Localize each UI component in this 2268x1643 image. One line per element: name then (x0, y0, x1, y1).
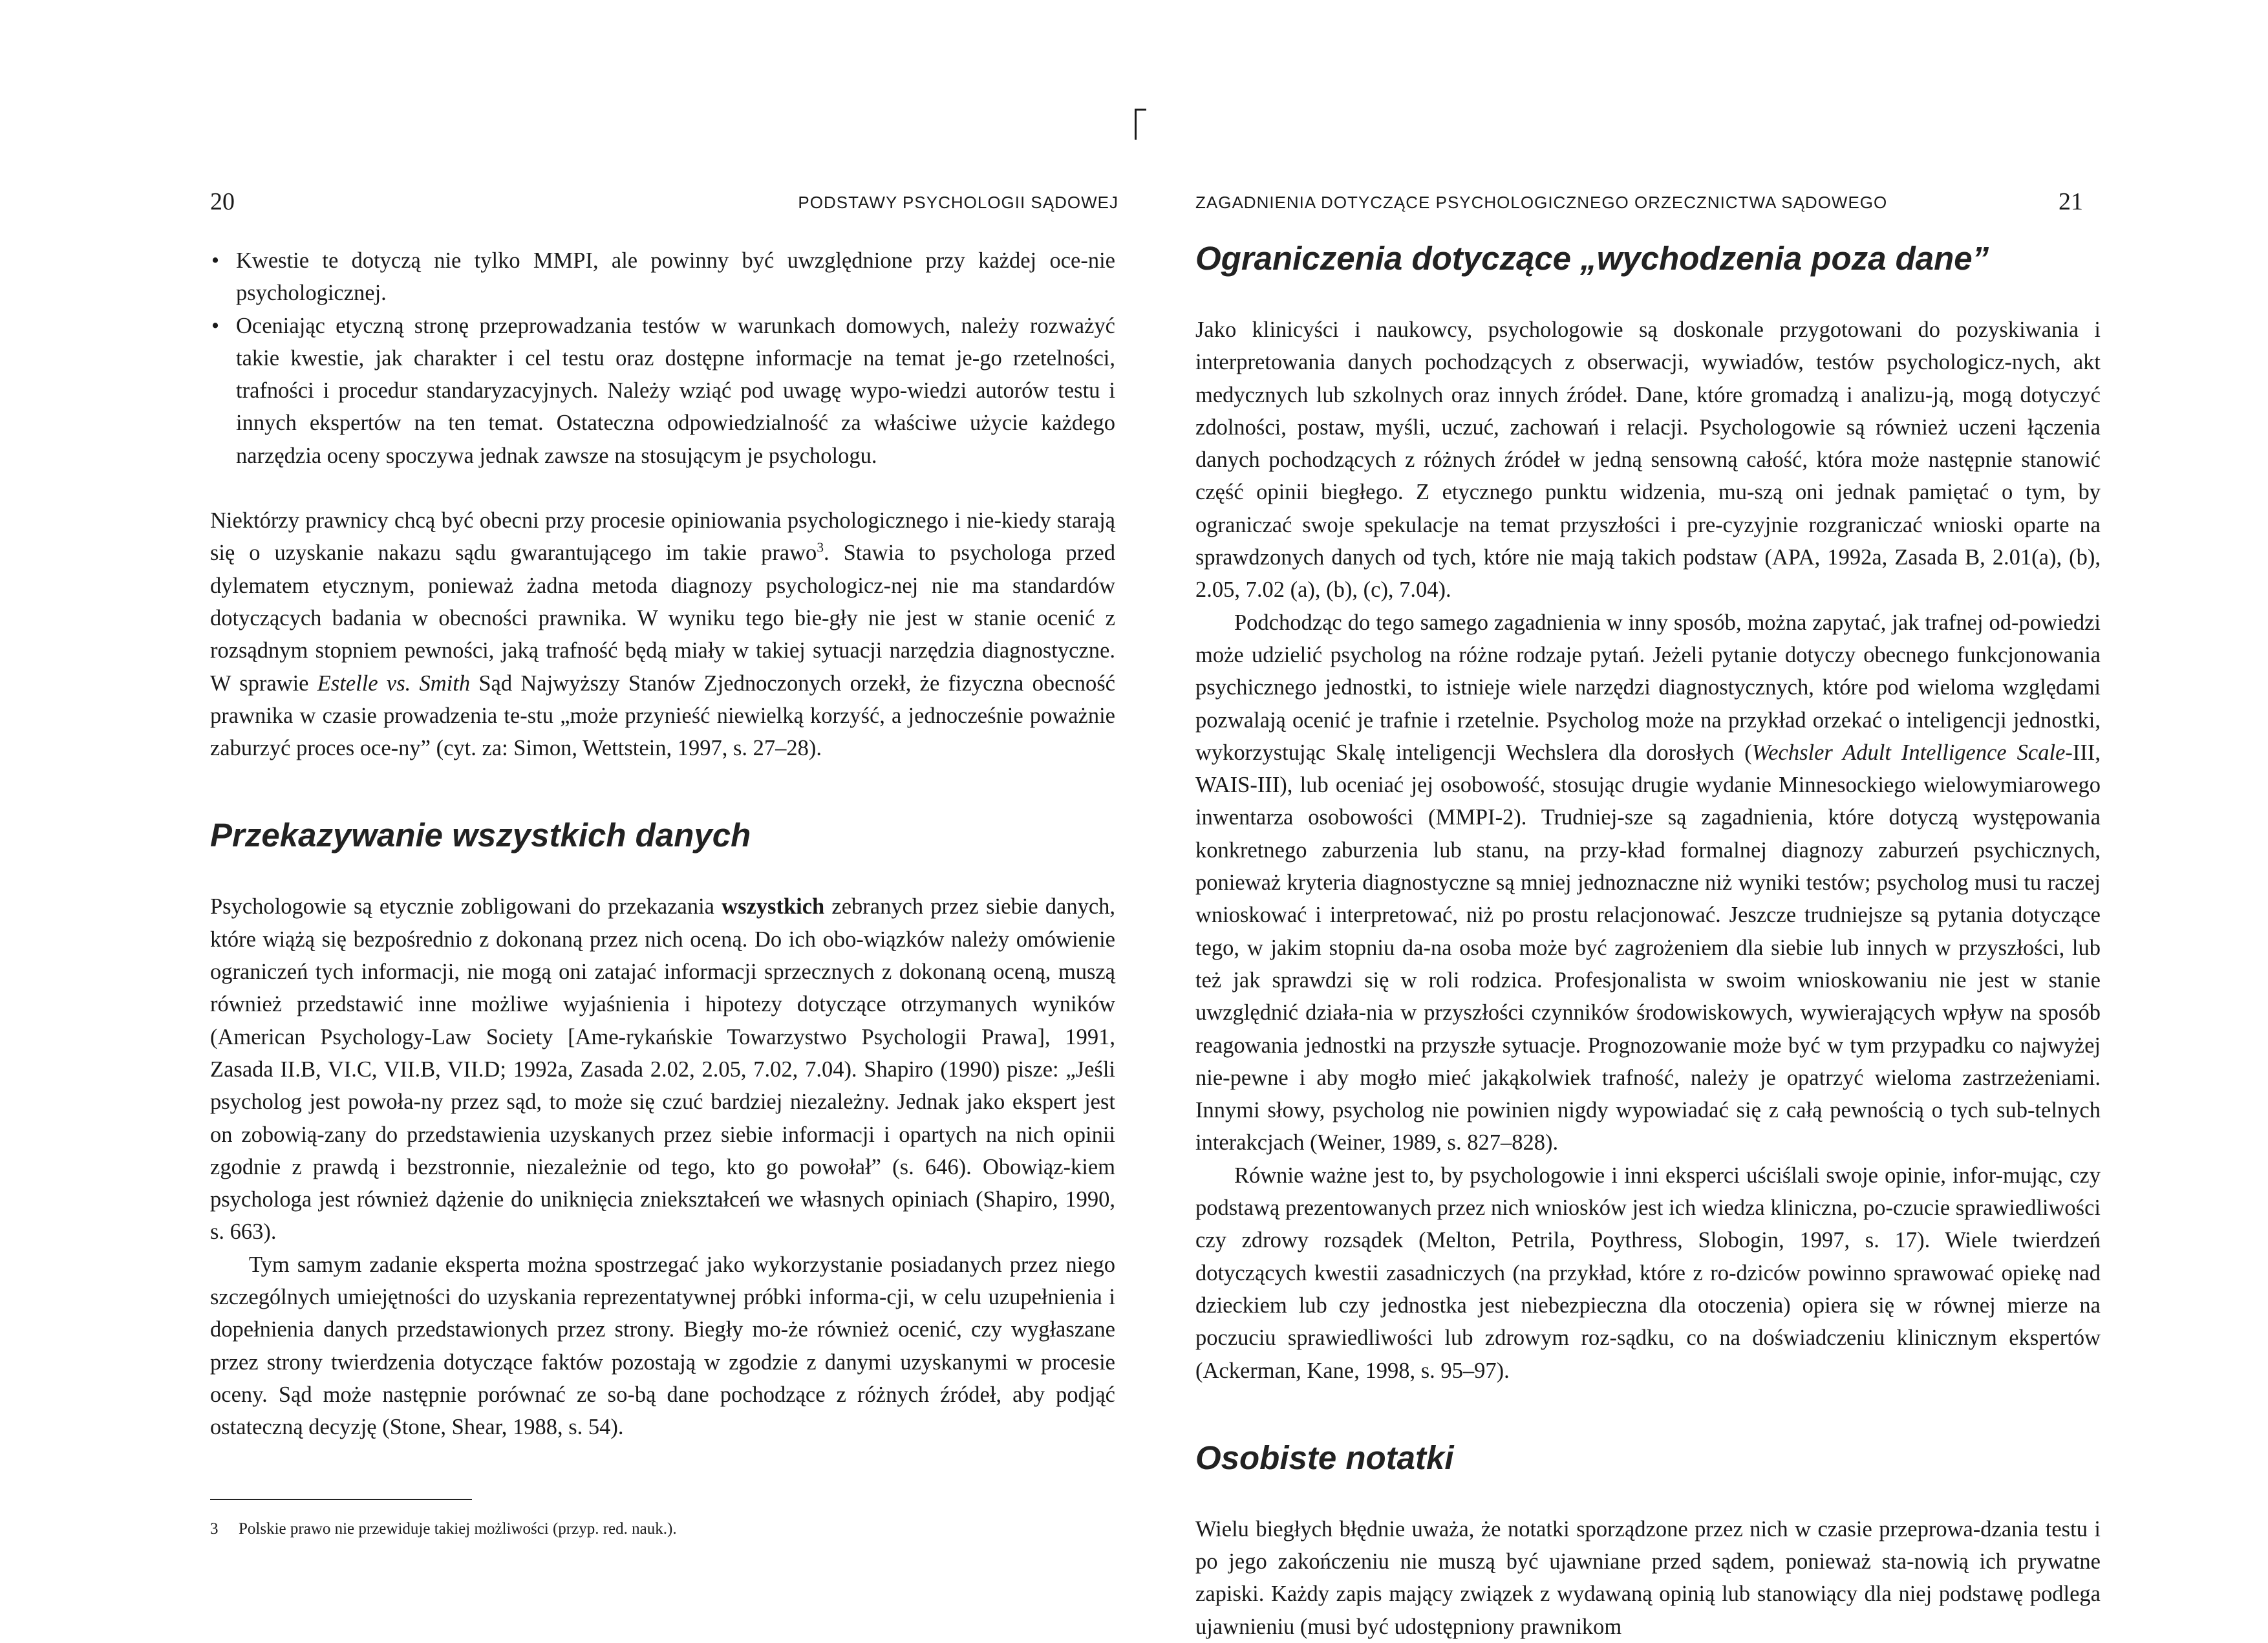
bullet-list (210, 244, 1115, 472)
running-head-right: ZAGADNIENIA DOTYCZĄCE PSYCHOLOGICZNEGO ORZECZNICTWA SĄDOWEGO (1195, 193, 1888, 212)
paragraph-notes: Wielu biegłych błędnie uważa, że notatki sporządzone przez nich w czasie przeprowa-dzania testu i po jego zakończeniu nie muszą być ujawniane przed sądem, ponieważ sta-nowią ich prywatne zapiski. Każdy zapis mający związek z wydawaną opinią lub stanowiący dla niej podstawę podlega ujawnieniu (musi być udostępniony prawnikom (1195, 1516, 2101, 1639)
case-name: Estelle vs. Smith (317, 671, 471, 696)
section-heading-data-transfer: Przekazywanie wszystkich danych (210, 817, 751, 854)
footnote-text: Polskie prawo nie przewiduje takiej możliwości (przyp. red. nauk.). (239, 1520, 677, 1538)
right-text-column (1195, 236, 2101, 1643)
footnote (210, 1518, 1115, 1540)
left-page (0, 0, 1134, 1603)
section-heading-beyond-data: Ograniczenia dotyczące „wychodzenia poza dane” (1195, 240, 1989, 277)
page-number-left: 20 (210, 188, 235, 215)
bullet-item: • Kwestie te dotyczą nie tylko MMPI, ale powinny być uwzględnione przy każdej oce-nie psychologicznej. (236, 244, 1115, 310)
paragraph-question-types: Podchodząc do tego samego zagadnienia w inny sposób, można zapytać, jak trafnej od-powiedzi może udzielić psycholog na różne rodzaje pytań. Jeżeli pytanie dotyczy obecnego funkcjonowania psychicznego jednostki, to istnieje wiele narzędzi diagnostycznych, które pod wieloma względami pozwalają ocenić je trafnie i rzetelnie. Psycholog może na przykład orzekać o inteligencji jednostki, wykorzystując Skalę inteligencji Wechslera dla dorosłych (Wechsler Adult Intelligence Scale-III, WAIS-III), lub oceniać jej osobowość, stosując drugie wydanie Minnesockiego wielowymiarowego inwentarza osobowości (MMPI-2). Trudniej-sze są zagadnienia, które dotyczą występowania konkretnego zaburzenia lub stanu, na przy-kład formalnej diagnozy zaburzeń psychicznych, ponieważ kryteria diagnostyczne są mniej jednoznaczne niż wyniki testów; psycholog musi tu raczej wnioskować i interpretować, niż po prostu relacjonować. Jeszcze trudniejsze są pytania dotyczące tego, w jakim stopniu da-na osoba może być zagrożeniem dla siebie lub innych w przyszłości, lub też jak sprawdzi się w roli rodzica. Profesjonalista w swoim wnioskowaniu nie jest w stanie uwzględnić działa-nia w przyszłości czynników środowiskowych, wywierających wpływ na sposób reagowania jednostki na przyszłe sytuacje. Prognozowanie może być w tym przypadku co najwyżej nie-pewne i aby mogło mieć jakąkolwiek trafność, należy je opatrzyć wieloma zastrzeżeniami. Innymi słowy, psycholog nie powinien nigdy wypowiadać się z całą pewnością o tych sub-telnych interakcjach (Weiner, 1989, s. 827–828). (1195, 610, 2101, 1155)
page-number-right: 21 (2059, 188, 2083, 215)
right-page (1134, 0, 2268, 1639)
paragraph-opinion-basis: Równie ważne jest to, by psychologowie i inni eksperci uściślali swoje opinie, infor-mując, czy podstawą prezentowanych przez nich wniosków jest ich wiedza kliniczna, po-czucie sprawiedliwości czy zdrowy rozsądek (Melton, Petrila, Poythress, Slobogin, 1997, s. 17). Wiele twierdzeń dotyczących kwestii zasadniczych (na przykład, które z ro-dziców powinno sprawować opiekę nad dzieckiem lub czy jednostka jest niebezpieczna dla otoczenia) opiera się w równej mierze na poczuciu sprawiedliwości lub zdrowym roz-sądku, co na doświadczeniu klinicznym ekspertów (Ackerman, Kane, 1998, s. 95–97). (1195, 1163, 2101, 1383)
paragraph-data-obligation: Psychologowie są etycznie zobligowani do przekazania wszystkich zebranych przez siebie danych, które wiążą się bezpośrednio z dokonaną przez nich oceną. Do ich obo-wiązków należy omówienie ograniczeń tych informacji, nie mogą oni zatajać informacji sprzecznych z dokonaną oceną, muszą również przedstawić inne możliwe wyjaśnienia i hipotezy dotyczące otrzymanych wyników (American Psychology-Law Society [Ame-rykańskie Towarzystwo Psychologii Prawa], 1991, Zasada II.B, VI.C, VII.B, VII.D; 1992a, Zasada 2.02, 2.05, 7.02, 7.04). Shapiro (1990) pisze: „Jeśli psycholog jest powoła-ny przez sąd, to może się czuć bardziej niezależny. Jednak jako ekspert jest on zobowią-zany do przedstawienia uzyskanych przez siebie informacji i opartych na nich opinii zgodnie z prawdą i bezstronnie, niezależnie od tego, kto go powołał” (s. 646). Obowiąz-kiem psychologa jest również dążenie do uniknięcia zniekształceń we własnych opiniach (Shapiro, 1990, s. 663). (210, 894, 1116, 1245)
bullet-item: • Oceniając etyczną stronę przeprowadzania testów w warunkach domowych, należy rozważyć takie kwestie, jak charakter i cel testu oraz dostępne informacje na temat je-go rzetelności, trafności i procedur standaryzacyjnych. Należy wziąć pod uwagę wypo-wiedzi autorów testu i innych ekspertów na ten temat. Ostateczna odpowiedzialność za właściwe użycie każdego narzędzia oceny spoczywa jednak zawsze na stosującym je psychologu. (236, 310, 1115, 472)
test-name: Wechsler Adult Intelligence Scale (1751, 740, 2066, 765)
paragraph-expert-task: Tym samym zadanie eksperta można spostrzegać jako wykorzystanie posiadanych przez niego szczególnych umiejętności do uzyskania reprezentatywnej próbki informa-cji, w celu uzupełnienia i dopełnienia danych przedstawionych przez strony. Biegły mo-że również ocenić, czy wygłaszane przez strony twierdzenia dotyczące faktów pozostają w zgodzie z danymi uzyskanymi w procesie oceny. Sąd może następnie porównać ze so-bą dane pochodzące z różnych źródeł, aby podjąć ostateczną decyzję (Stone, Shear, 1988, s. 54). (210, 1252, 1115, 1440)
running-head-left: PODSTAWY PSYCHOLOGII SĄDOWEJ (798, 193, 1118, 212)
paragraph-clinicians: Jako klinicyści i naukowcy, psychologowie są doskonale przygotowani do pozyskiwania i interpretowania danych pochodzących z obserwacji, wywiadów, testów psychologicz-nych, akt medycznych lub szkolnych oraz innych źródeł. Dane, które gromadzą i analizu-ją, mogą dotyczyć zdolności, postaw, myśli, uczuć, zachowań i relacji. Psychologowie są również uczeni łączenia danych pochodzących z różnych źródeł w jedną sensowną całość, która może następnie stanowić część opinii biegłego. Z etycznego punktu widzenia, mu-szą oni jednak pamiętać o tym, by ograniczać swoje spekulacje na temat przyszłości i pre-cyzyjnie rozgraniczać wnioski oparte na sprawdzonych danych od tych, które nie mają takich podstaw (APA, 1992a, Zasada B, 2.01(a), (b), 2.05, 7.02 (a), (b), (c), 7.04). (1195, 317, 2101, 603)
footnote-number: 3 (210, 1520, 219, 1538)
footnote-divider (210, 1499, 472, 1500)
section-heading-personal-notes: Osobiste notatki (1195, 1439, 1454, 1476)
left-text-column (210, 244, 1115, 1540)
paragraph-lawyers-presence: Niektórzy prawnicy chcą być obecni przy procesie opiniowania psychologicznego i nie-kiedy starają się o uzyskanie nakazu sądu gwarantującego im takie prawo$^3$. Stawia to psychologa przed dylematem etycznym, ponieważ żadna metoda diagnozy psychologicz-nej nie ma standardów dotyczących badania w obecności prawnika. W wyniku tego bie-gły nie jest w stanie ocenić z rozsądnym stopniem pewności, jaką trafność będą miały w takiej sytuacji narzędzia diagnostyczne. W sprawie Estelle vs. Smith Sąd Najwyższy Stanów Zjednoczonych orzekł, że fizyczna obecność prawnika w czasie prowadzenia te-stu „może przynieść niewielką korzyść, a jednocześnie poważnie zaburzyć proces oce-ny” (cyt. za: Simon, Wettstein, 1997, s. 27–28). (210, 508, 1115, 761)
emphasis-all: wszystkich (722, 894, 825, 919)
footnote-reference[interactable]: 3 (817, 539, 824, 555)
